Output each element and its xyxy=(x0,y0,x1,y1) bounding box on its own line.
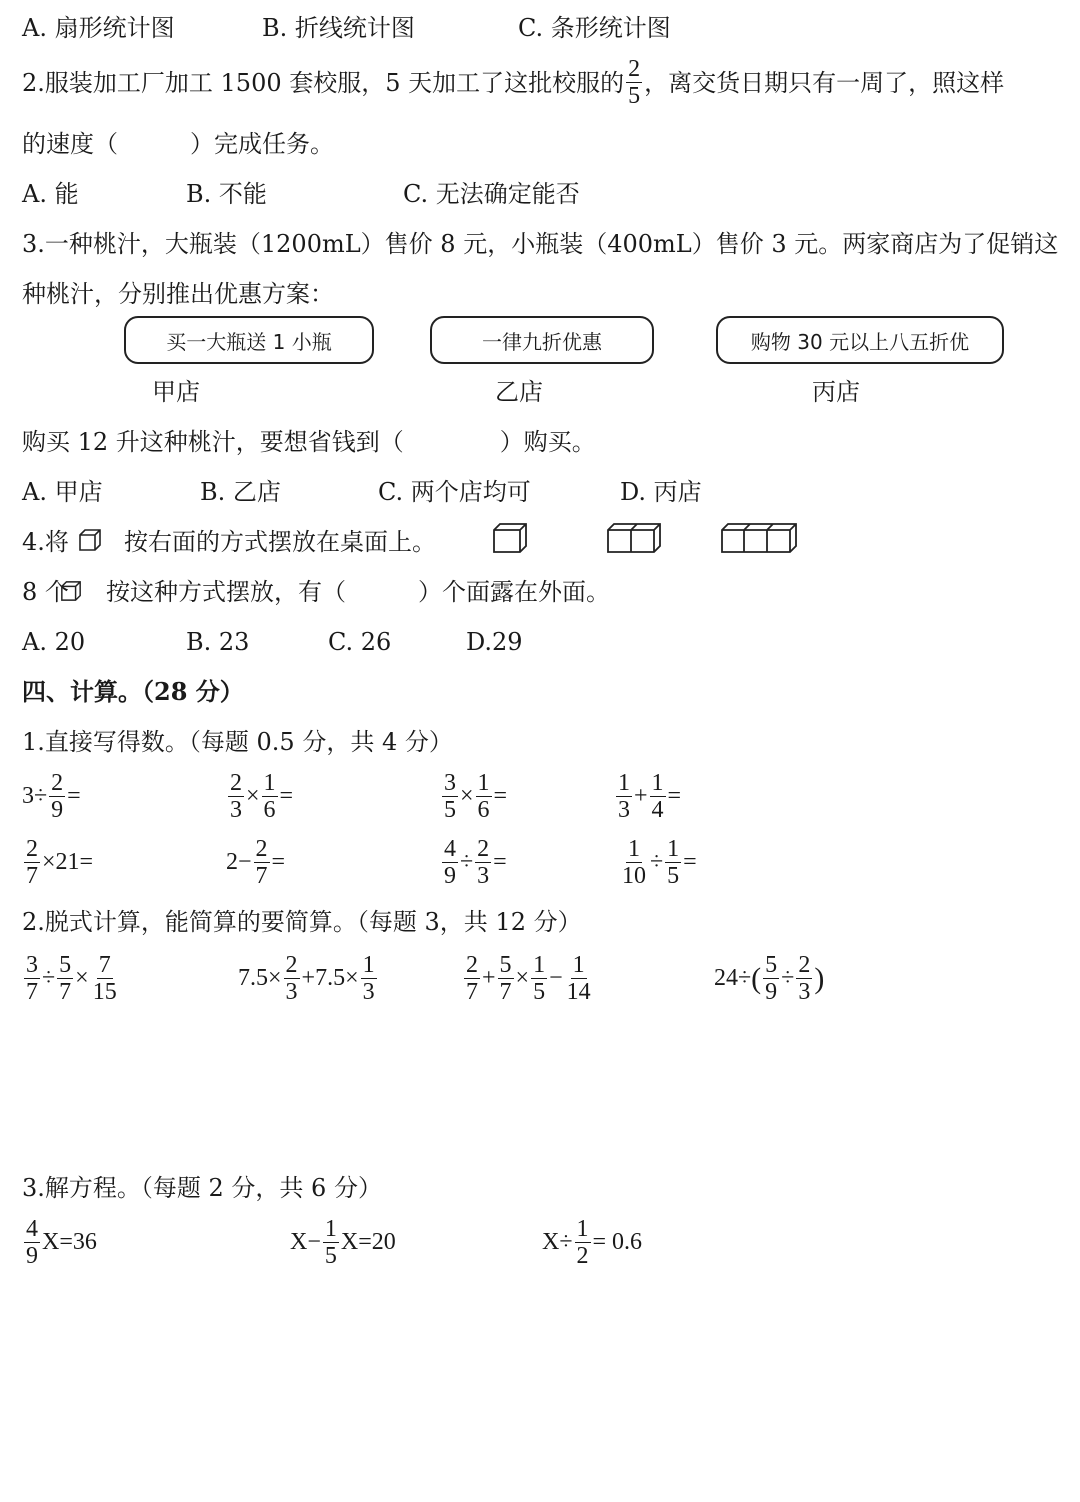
q4-line2-pre: 8 个 xyxy=(22,578,69,606)
shop-a-offer-bubble: 买一大瓶送 1 小瓶 xyxy=(124,316,374,364)
part2-title: 2.脱式计算，能简算的要简算。（每题 3，共 12 分） xyxy=(22,908,582,936)
q2-line1 xyxy=(22,56,1004,109)
q4-option-a: A. 20 xyxy=(22,628,86,656)
one-cube-icon xyxy=(492,522,528,554)
two-cubes-icon xyxy=(606,522,662,554)
q2-text-after: ，离交货日期只有一周了，照这样 xyxy=(644,68,1005,97)
q3-line1: 3.一种桃汁，大瓶装（1200mL）售价 8 元，小瓶装（400mL）售价 3 元。两家商店为了促销这 xyxy=(22,230,1059,258)
shop-c-offer-bubble: 购物 30 元以上八五折优 xyxy=(716,316,1004,364)
shop-a-name: 甲店 xyxy=(152,378,200,406)
q4-line2-post: 按这种方式摆放，有（ ）个面露在外面。 xyxy=(106,578,610,606)
section-title: 四、计算。（28 分） xyxy=(22,677,244,706)
part3-title: 3.解方程。（每题 2 分，共 6 分） xyxy=(22,1174,382,1202)
direct-expr-1: 3 ÷ $\frac{2}{9}$ = xyxy=(22,770,81,823)
stepwise-expr-1: $\frac{3}{7}$ ÷ $\frac{5}{7}$ × $\frac{7}{15}$ xyxy=(26,952,117,1005)
q3-question: 购买 12 升这种桃汁，要想省钱到（ ）购买。 xyxy=(22,428,596,456)
shop-c-name: 丙店 xyxy=(812,378,860,406)
q4-option-c: C. 26 xyxy=(328,628,392,656)
direct-expr-7: $\frac{4}{9}$ ÷ $\frac{2}{3}$ = xyxy=(444,836,507,889)
q2-text-before: 2.服装加工厂加工 1500 套校服，5 天加工了这批校服的 xyxy=(22,68,625,97)
q2-fraction: $\frac{2}{5}$ xyxy=(628,56,641,109)
direct-expr-6: 2 − $\frac{2}{7}$ = xyxy=(226,836,286,889)
q2-line2: 的速度（ ）完成任务。 xyxy=(22,130,334,158)
stepwise-expr-3: $\frac{2}{7}$ + $\frac{5}{7}$ × $\frac{1}{5}$ − $\frac{1}{14}$ xyxy=(466,952,591,1005)
q3-line2: 种桃汁，分别推出优惠方案： xyxy=(22,280,334,308)
equation-3: X÷ $\frac{1}{2}$ = 0.6 xyxy=(542,1216,643,1269)
q3-option-a: A. 甲店 xyxy=(22,478,103,506)
q4-line1-pre: 4.将 xyxy=(22,528,69,556)
shop-b-name: 乙店 xyxy=(495,378,543,406)
stepwise-expr-2: 7.5 × $\frac{2}{3}$ + 7.5 × $\frac{1}{3}$ xyxy=(238,952,375,1005)
equation-2: X− $\frac{1}{5}$ X=20 xyxy=(290,1216,396,1269)
q1-option-a: A. 扇形统计图 xyxy=(22,14,175,42)
q3-option-d: D. 丙店 xyxy=(620,478,702,506)
direct-expr-4: $\frac{1}{3}$ + $\frac{1}{4}$ = xyxy=(618,770,682,823)
q3-option-b: B. 乙店 xyxy=(200,478,281,506)
direct-expr-2: $\frac{2}{3}$ × $\frac{1}{6}$ = xyxy=(230,770,294,823)
direct-expr-3: $\frac{3}{5}$ × $\frac{1}{6}$ = xyxy=(444,770,508,823)
q4-option-b: B. 23 xyxy=(186,628,250,656)
direct-expr-8: $\frac{1}{10}$ ÷ $\frac{1}{5}$ = xyxy=(622,836,697,889)
shop-b-offer-bubble: 一律九折优惠 xyxy=(430,316,654,364)
q4-option-d: D.29 xyxy=(466,628,523,656)
small-cube-icon xyxy=(78,528,102,552)
q2-option-a: A. 能 xyxy=(22,180,79,208)
equation-1: $\frac{4}{9}$ X=36 xyxy=(26,1216,97,1269)
q1-option-b: B. 折线统计图 xyxy=(262,14,415,42)
stepwise-expr-4: 24 ÷ ( $\frac{5}{9}$ ÷ $\frac{2}{3}$ ) xyxy=(714,952,825,1005)
three-cubes-icon xyxy=(720,522,798,554)
q3-option-c: C. 两个店均可 xyxy=(378,478,531,506)
q2-option-b: B. 不能 xyxy=(186,180,267,208)
q4-line1-post: 按右面的方式摆放在桌面上。 xyxy=(124,528,436,556)
q2-option-c: C. 无法确定能否 xyxy=(403,180,580,208)
q1-option-c: C. 条形统计图 xyxy=(518,14,671,42)
direct-expr-5: $\frac{2}{7}$ × 21 = xyxy=(26,836,94,889)
part1-title: 1.直接写得数。（每题 0.5 分，共 4 分） xyxy=(22,728,453,756)
small-cube-icon xyxy=(60,580,82,602)
